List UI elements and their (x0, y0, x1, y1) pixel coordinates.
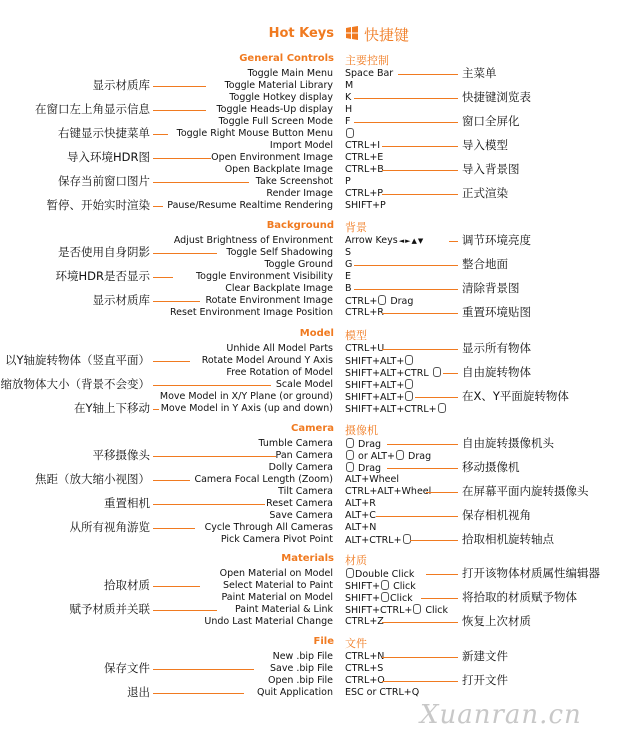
chinese-annotation-right: 导入背景图 (462, 162, 520, 176)
section-title-en: Background (266, 220, 334, 231)
section-title-cn: 背景 (345, 221, 367, 234)
command-label: Toggle Environment Visibility (195, 271, 333, 282)
hotkey-row (0, 675, 640, 687)
shortcut-key (345, 200, 386, 212)
command-label: Tilt Camera (278, 486, 333, 497)
shortcut-key-text: S (345, 247, 352, 258)
command-label: Reset Camera (266, 498, 333, 509)
shortcut-key-text: H (345, 104, 353, 115)
shortcut-key (345, 474, 399, 486)
chinese-annotation-left: 环境HDR是否显示 (55, 269, 150, 283)
command-label: Toggle Hotkey display (229, 92, 333, 103)
shortcut-key-text: M (345, 80, 354, 91)
leader-line (398, 74, 458, 75)
shortcut-key-text: ALT+C (345, 510, 376, 521)
command-label: Move Model in X/Y Plane (or ground) (159, 391, 333, 402)
command-label: Toggle Main Menu (247, 68, 333, 79)
section-header (0, 327, 640, 341)
chinese-annotation-left: 是否使用自身阴影 (58, 245, 150, 259)
command-label: Toggle Full Screen Mode (218, 116, 333, 127)
section-title-en: General Controls (239, 53, 334, 64)
shortcut-key-text: Drag (405, 451, 432, 462)
chinese-annotation-right: 恢复上次材质 (462, 614, 531, 628)
leader-line (153, 361, 190, 362)
chinese-annotation-left: 保存当前窗口图片 (58, 174, 150, 188)
shortcut-key-text: CTRL+Z (345, 616, 384, 627)
command-label: Rotate Environment Image (205, 295, 333, 306)
command-label: Cycle Through All Cameras (204, 522, 333, 533)
shortcut-key-text: SHIFT+ (345, 581, 381, 592)
command-label: Toggle Heads-Up display (216, 104, 333, 115)
leader-line (153, 182, 249, 183)
section-header (0, 552, 640, 566)
hotkey-row (0, 663, 640, 675)
mouse-button-icon (381, 580, 389, 590)
command-label: New .bip File (272, 651, 333, 662)
mouse-button-icon (346, 462, 354, 472)
hotkey-row (0, 616, 640, 628)
leader-line (382, 146, 458, 147)
chinese-annotation-left: 拾取材质 (104, 578, 150, 592)
section-title-cn: 主要控制 (345, 54, 389, 67)
leader-line (354, 265, 458, 266)
command-label: Unhide All Model Parts (226, 343, 333, 354)
leader-line (443, 373, 458, 374)
shortcut-key-text: SHIFT+ALT+ (345, 356, 405, 367)
leader-line (387, 444, 458, 445)
section-header (0, 635, 640, 649)
command-label: Open Environment Image (211, 152, 333, 163)
arrow-key-icon: ▼ (417, 237, 424, 245)
command-label: Save .bip File (270, 663, 333, 674)
shortcut-key-text: B (345, 283, 352, 294)
shortcut-key-text: E (345, 271, 352, 282)
shortcut-key-text: Click (390, 581, 416, 592)
shortcut-key-text: Arrow Keys (345, 235, 398, 246)
command-label: Rotate Model Around Y Axis (201, 355, 333, 366)
shortcut-key-text: CTRL+E (345, 152, 384, 163)
chinese-annotation-right: 保存相机视角 (462, 508, 531, 522)
shortcut-key (345, 651, 384, 663)
shortcut-key (345, 92, 351, 104)
watermark: Xuanran.cn (420, 700, 582, 730)
chinese-annotation-left: 暂停、开始实时渲染 (46, 198, 150, 212)
shortcut-key-text: SHIFT+ALT+ (345, 392, 405, 403)
leader-line (153, 86, 206, 87)
leader-line (153, 301, 200, 302)
leader-line (153, 409, 159, 410)
shortcut-key-text: Drag (355, 463, 382, 474)
mouse-button-icon (405, 355, 413, 365)
chinese-annotation-left: 焦距（放大缩小视图） (35, 472, 150, 486)
section-header (0, 219, 640, 233)
leader-line (153, 693, 244, 694)
shortcut-key-text: P (345, 176, 351, 187)
shortcut-key (345, 486, 431, 498)
shortcut-key-text: ESC or CTRL+Q (345, 687, 420, 698)
chinese-annotation-left: 退出 (127, 685, 150, 699)
mouse-button-icon (413, 604, 421, 614)
shortcut-key-text: SHIFT+CTRL+ (345, 605, 413, 616)
section-title-en: Model (299, 328, 334, 339)
leader-line (153, 253, 217, 254)
leader-line (153, 277, 173, 278)
shortcut-key-text: ALT+R (345, 498, 376, 509)
leader-line (354, 122, 458, 123)
shortcut-key (345, 663, 383, 675)
leader-line (153, 480, 190, 481)
leader-line (354, 98, 458, 99)
shortcut-key-text: Drag (387, 296, 414, 307)
command-label: Save Camera (269, 510, 333, 521)
chinese-annotation-right: 快捷键浏览表 (462, 90, 531, 104)
chinese-annotation-left: 平移摄像头 (92, 448, 150, 462)
shortcut-key-text: CTRL+O (345, 675, 385, 686)
command-label: Toggle Material Library (224, 80, 333, 91)
leader-line (382, 349, 458, 350)
shortcut-key (345, 271, 351, 283)
shortcut-key (345, 140, 380, 152)
chinese-annotation-right: 导入模型 (462, 138, 508, 152)
chinese-annotation-left: 显示材质库 (92, 293, 150, 307)
chinese-annotation-right: 主菜单 (462, 66, 497, 80)
leader-line (382, 170, 458, 171)
command-label: Toggle Right Mouse Button Menu (176, 128, 333, 139)
command-label: Camera Focal Length (Zoom) (194, 474, 333, 485)
mouse-button-icon (346, 568, 354, 578)
chinese-annotation-right: 将拾取的材质赋予物体 (462, 590, 577, 604)
chinese-annotation-left: 导入环境HDR图 (67, 150, 150, 164)
chinese-annotation-right: 拾取相机旋转轴点 (462, 532, 554, 546)
command-label: Free Rotation of Model (226, 367, 333, 378)
leader-line (153, 586, 200, 587)
hotkey-row (0, 307, 640, 319)
shortcut-key (345, 164, 384, 176)
shortcut-key (345, 80, 353, 92)
shortcut-key-text: ALT+CTRL+ (345, 535, 402, 546)
section-title-cn: 模型 (345, 329, 367, 342)
command-label: Open .bip File (267, 675, 333, 686)
shortcut-key-text: Click (422, 605, 448, 616)
section-title-cn: 材质 (345, 554, 367, 567)
mouse-button-icon (346, 450, 354, 460)
header (0, 24, 640, 46)
command-label: Render Image (266, 188, 333, 199)
command-label: Open Backplate Image (224, 164, 333, 175)
chinese-annotation-right: 整合地面 (462, 257, 508, 271)
chinese-annotation-left: 以Y轴旋转物体（竖直平面） (4, 353, 150, 367)
leader-line (426, 574, 458, 575)
shortcut-key-text: K (345, 92, 352, 103)
leader-line (449, 241, 458, 242)
shortcut-key (345, 235, 423, 247)
chinese-annotation-right: 窗口全屏化 (462, 114, 520, 128)
shortcut-key (345, 616, 384, 628)
chinese-annotation-left: 保存文件 (104, 661, 150, 675)
mouse-button-icon (378, 295, 386, 305)
leader-line (410, 540, 458, 541)
command-label: Paint Material & Link (234, 604, 333, 615)
leader-line (153, 504, 265, 505)
leader-line (153, 385, 271, 386)
windows-logo-icon (345, 26, 359, 40)
shortcut-key-text: CTRL+I (345, 140, 381, 151)
arrow-key-icon: ▲ (411, 237, 417, 245)
shortcut-key (345, 68, 393, 80)
shortcut-key (345, 259, 352, 271)
hotkey-row (0, 498, 640, 510)
mouse-button-icon (405, 391, 413, 401)
leader-line (382, 657, 458, 658)
shortcut-key-text: SHIFT+ALT+CTRL (345, 368, 432, 379)
command-label: Reset Environment Image Position (170, 307, 333, 318)
chinese-annotation-right: 移动摄像机 (462, 460, 520, 474)
command-label: Quit Application (257, 687, 333, 698)
leader-line (421, 598, 458, 599)
chinese-annotation-left: 显示材质库 (92, 78, 150, 92)
mouse-button-icon (433, 367, 441, 377)
mouse-button-icon (405, 379, 413, 389)
command-label: Scale Model (275, 379, 333, 390)
command-label: Clear Backplate Image (225, 283, 333, 294)
chinese-annotation-left: 赋予材质并关联 (69, 602, 150, 616)
chinese-annotation-right: 自由旋转物体 (462, 365, 531, 379)
command-label: Import Model (269, 140, 333, 151)
command-label: Tumble Camera (258, 438, 333, 449)
shortcut-key-text: Click (390, 593, 413, 604)
shortcut-key (345, 116, 350, 128)
command-label: Toggle Self Shadowing (226, 247, 333, 258)
command-label: Pause/Resume Realtime Rendering (167, 200, 333, 211)
section-header (0, 422, 640, 436)
shortcut-key-text: ALT+N (345, 522, 377, 533)
command-label: Undo Last Material Change (204, 616, 333, 627)
shortcut-key-text: CTRL+ (345, 296, 378, 307)
leader-line (376, 516, 458, 517)
leader-line (382, 681, 458, 682)
chinese-annotation-right: 重置环境贴图 (462, 305, 531, 319)
shortcut-key-text: CTRL+U (345, 343, 385, 354)
shortcut-key-text: ALT+Wheel (345, 474, 399, 485)
shortcut-key (345, 283, 352, 295)
shortcut-key (345, 510, 376, 522)
chinese-annotation-right: 正式渲染 (462, 186, 508, 200)
chinese-annotation-left: 缩放物体大小（背景不会变） (0, 377, 150, 391)
shortcut-key (345, 522, 376, 534)
chinese-annotation-right: 打开文件 (462, 673, 508, 687)
shortcut-key (345, 534, 412, 547)
mouse-button-icon (403, 534, 411, 544)
leader-line (382, 313, 458, 314)
chinese-annotation-left: 从所有视角游览 (69, 520, 150, 534)
section-title-en: Camera (291, 423, 334, 434)
shortcut-key-text: CTRL+B (345, 164, 384, 175)
command-label: Dolly Camera (268, 462, 333, 473)
shortcut-key (345, 675, 385, 687)
shortcut-key-text: CTRL+R (345, 307, 384, 318)
mouse-button-icon (346, 438, 354, 448)
leader-line (153, 134, 168, 135)
command-label: Open Material on Model (219, 568, 333, 579)
command-label: Pick Camera Pivot Point (220, 534, 333, 545)
leader-line (153, 206, 163, 207)
leader-line (153, 669, 254, 670)
title-en: Hot Keys (268, 26, 334, 41)
chinese-annotation-right: 自由旋转摄像机头 (462, 436, 554, 450)
command-label: Toggle Ground (264, 259, 333, 270)
shortcut-key-text: CTRL+P (345, 188, 384, 199)
shortcut-key-text: CTRL+N (345, 651, 385, 662)
shortcut-key (345, 176, 351, 188)
chinese-annotation-left: 在窗口左上角显示信息 (35, 102, 150, 116)
chinese-annotation-right: 打开该物体材质属性编辑器 (462, 566, 600, 580)
leader-line (426, 492, 458, 493)
section-header (0, 52, 640, 66)
section-title-cn: 摄像机 (345, 424, 378, 437)
shortcut-key (345, 403, 447, 416)
shortcut-key (345, 307, 384, 319)
chinese-annotation-left: 右键显示快捷菜单 (58, 126, 150, 140)
leader-line (153, 158, 211, 159)
shortcut-key-text: G (345, 259, 353, 270)
leader-line (382, 194, 458, 195)
mouse-button-icon (381, 592, 389, 602)
shortcut-key-text: CTRL+S (345, 663, 384, 674)
arrow-key-icon: ◄ (398, 237, 405, 245)
chinese-annotation-left: 重置相机 (104, 496, 150, 510)
shortcut-key-text: SHIFT+P (345, 200, 386, 211)
shortcut-key-text: Drag (355, 439, 382, 450)
command-label: Paint Material on Model (221, 592, 333, 603)
section-title-en: Materials (281, 553, 334, 564)
hotkey-row (0, 687, 640, 699)
chinese-annotation-left: 在Y轴上下移动 (73, 401, 150, 415)
leader-line (153, 456, 276, 457)
title-cn: 快捷键 (364, 26, 410, 44)
shortcut-key (345, 498, 376, 510)
arrow-key-icon: ► (405, 237, 411, 245)
mouse-button-icon (346, 128, 354, 138)
shortcut-key (345, 343, 384, 355)
chinese-annotation-right: 新建文件 (462, 649, 508, 663)
leader-line (387, 468, 458, 469)
chinese-annotation-right: 清除背景图 (462, 281, 520, 295)
shortcut-key (345, 247, 351, 259)
shortcut-key-text: CTRL+ALT+Wheel (345, 486, 432, 497)
section-title-cn: 文件 (345, 637, 367, 650)
chinese-annotation-right: 显示所有物体 (462, 341, 531, 355)
shortcut-key (345, 152, 383, 164)
shortcut-key (345, 188, 383, 200)
shortcut-key-text: SHIFT+ALT+CTRL+ (345, 404, 437, 415)
shortcut-key-text: F (345, 116, 351, 127)
leader-line (153, 110, 206, 111)
shortcut-key (345, 687, 419, 699)
shortcut-key-text: or ALT+ (355, 451, 396, 462)
leader-line (153, 610, 217, 611)
mouse-button-icon (396, 450, 404, 460)
mouse-button-icon (438, 403, 446, 413)
shortcut-key-text: Space Bar (345, 68, 394, 79)
hotkey-row (0, 651, 640, 663)
command-label: Select Material to Paint (222, 580, 333, 591)
chinese-annotation-right: 调节环境亮度 (462, 233, 531, 247)
leader-line (382, 622, 458, 623)
command-label: Move Model in Y Axis (up and down) (160, 403, 333, 414)
chinese-annotation-right: 在X、Y平面旋转物体 (462, 389, 569, 403)
leader-line (354, 289, 458, 290)
command-label: Take Screenshot (255, 176, 333, 187)
command-label: Adjust Brightness of Environment (173, 235, 333, 246)
command-label: Pan Camera (275, 450, 333, 461)
leader-line (153, 528, 195, 529)
section-title-en: File (313, 636, 334, 647)
shortcut-key (345, 104, 352, 116)
leader-line (415, 397, 458, 398)
shortcut-key-text: SHIFT+ (345, 593, 381, 604)
shortcut-key-text: Double Click (355, 569, 415, 580)
shortcut-key-text: SHIFT+ALT+ (345, 380, 405, 391)
chinese-annotation-right: 在屏幕平面内旋转摄像头 (462, 484, 589, 498)
